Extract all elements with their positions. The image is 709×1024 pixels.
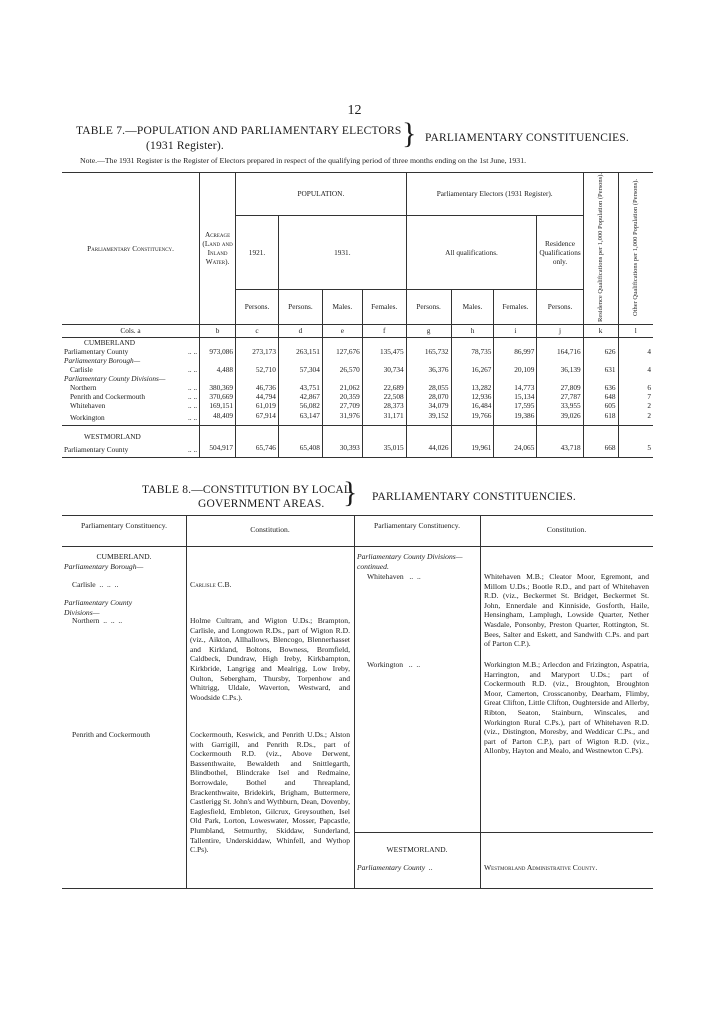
cell-value: 20,109 <box>494 365 537 374</box>
cell-value: 30,734 <box>362 365 406 374</box>
cell-value: 28,055 <box>406 383 451 392</box>
cell-value: 63,147 <box>278 410 322 426</box>
header-persons: Persons. <box>406 289 451 324</box>
cell-value: 31,171 <box>362 410 406 426</box>
cell-value: 636 <box>583 383 618 392</box>
cell-value: 6 <box>618 383 653 392</box>
cell-value: 30,393 <box>322 442 362 458</box>
cell-value: 16,484 <box>451 401 494 410</box>
cell-value: 973,086 <box>200 347 236 356</box>
col-letter: i <box>494 324 537 337</box>
cell-value: 48,409 <box>200 410 236 426</box>
cell-value: 135,475 <box>362 347 406 356</box>
constituency-workington: Workington .. .. <box>367 660 421 669</box>
col-letter: h <box>451 324 494 337</box>
cell-value: 165,732 <box>406 347 451 356</box>
cell-value: 2 <box>618 401 653 410</box>
header-electors: Parliamentary Electors (1931 Register). <box>406 173 583 216</box>
cell-value: 4 <box>618 365 653 374</box>
col-letter: d <box>278 324 322 337</box>
cell-value: 36,139 <box>537 365 583 374</box>
section-label: CUMBERLAND <box>84 337 136 347</box>
col-letter: f <box>362 324 406 337</box>
cell-value: 273,173 <box>236 347 279 356</box>
cell-value: 27,787 <box>537 392 583 401</box>
cell-value: 27,709 <box>322 401 362 410</box>
cell-value: 52,710 <box>236 365 279 374</box>
constituency-northern: Northern .. .. .. <box>72 616 123 625</box>
cell-value: 24,065 <box>494 442 537 458</box>
page-number: 12 <box>347 103 362 118</box>
header-residence: Residence Qualifications only. <box>537 215 583 289</box>
col-letter: b <box>200 324 236 337</box>
section-label: WESTMORLAND <box>84 432 141 442</box>
cell-value: 31,976 <box>322 410 362 426</box>
table8-header-constitution: Constitution. <box>250 525 290 534</box>
table8-header-constituency: Parliamentary Constituency. <box>81 521 167 530</box>
table7-side-title: PARLIAMENTARY CONSTITUENCIES. <box>425 132 630 144</box>
col-letter: c <box>236 324 279 337</box>
col-letter: l <box>618 324 653 337</box>
cell-value: 263,151 <box>278 347 322 356</box>
cell-value: 2 <box>618 410 653 426</box>
table7-note: Note.—The 1931 Register is the Register of Electors prepared in respect of the qualifying period of three months ending on the 1st June, 1931. <box>80 156 527 165</box>
cell-value: 4 <box>618 347 653 356</box>
constitution-carlisle: Carlisle C.B. <box>190 580 232 589</box>
col-letter: j <box>537 324 583 337</box>
cell-value: 65,408 <box>278 442 322 458</box>
constituency-carlisle: Carlisle .. .. .. <box>72 580 119 589</box>
cell-value: 61,019 <box>236 401 279 410</box>
header-1921: 1921. <box>236 215 279 289</box>
cell-value: 370,669 <box>200 392 236 401</box>
cell-value: 17,595 <box>494 401 537 410</box>
section-cumberland: CUMBERLAND. <box>96 552 152 561</box>
cell-value: 33,955 <box>537 401 583 410</box>
table8-header-constitution: Constitution. <box>546 525 587 534</box>
row-name: Whitehaven .. .. <box>70 400 198 410</box>
header-persons: Persons. <box>236 289 279 324</box>
constitution-westmorland: Westmorland Administrative County. <box>484 863 598 872</box>
cell-value: 626 <box>583 347 618 356</box>
cell-value: 668 <box>583 442 618 458</box>
cell-value: 13,282 <box>451 383 494 392</box>
cell-value: 19,766 <box>451 410 494 426</box>
col-letter: k <box>583 324 618 337</box>
section-borough: Parliamentary Borough— <box>64 562 144 571</box>
cell-value: 12,936 <box>451 392 494 401</box>
row-name: Parliamentary County .. .. <box>64 445 198 455</box>
cell-value: 43,751 <box>278 383 322 392</box>
table8 <box>62 515 653 889</box>
cell-value: 39,152 <box>406 410 451 426</box>
cell-value: 164,716 <box>537 347 583 356</box>
cell-value: 19,386 <box>494 410 537 426</box>
cell-value: 4,488 <box>200 365 236 374</box>
cell-value: 605 <box>583 401 618 410</box>
table7 <box>62 172 653 458</box>
brace-icon: } <box>402 117 417 150</box>
constituency-penrith-cockermouth: Penrith and Cockermouth <box>72 730 151 739</box>
header-persons: Persons. <box>537 289 583 324</box>
section-county-divisions: Parliamentary County Divisions— <box>64 598 133 617</box>
table8-header-constituency: Parliamentary Constituency. <box>374 521 460 530</box>
cell-value: 78,735 <box>451 347 494 356</box>
constitution-northern: Holme Cultram, and Wigton U.Ds.; Brampton, Carlisle, and Longtown R.Ds., part of Wigton R.D. (viz., Aikton, Allhallows, Blencogo, Blennerhasset and Kirkland, Boltons, Bowness, Bromfield, Caldbeck, Dundraw, High Ireby, Kirkbampton, Kirkbride, Langrigg and Mealrigg, Low Ireby, Oulton, Sebergham, Thursby, Torpenhow and Whitrigg, Uldale, Waverton, Westward, and Woodside C.Ps.). <box>190 616 350 702</box>
cell-value: 504,917 <box>200 442 236 458</box>
constitution-workington: Workington M.B.; Arlecdon and Frizington, Aspatria, Harrington, and Maryport U.Ds.; part of Cockermouth R.D. (viz., Broughton, Broughton Moor, Camerton, Crosscanonby, Dearham, Flimby, Great Clifton, Little Clifton, Oughterside and Allerby, Ribton, Seaton, Stainburn, Winscales, and Workington Rural C.Ps.), part of Whitehaven R.D. (viz., Distington, Moresby, and Weddicar C.Ps., and part of Parton C.P.), part of Wigton R.D. (viz., Allonby, Hayton and Mealo, and Westnewton C.Ps). <box>484 660 649 756</box>
header-males: Males. <box>451 289 494 324</box>
cell-value: 15,134 <box>494 392 537 401</box>
cell-value: 35,015 <box>362 442 406 458</box>
header-females: Females. <box>362 289 406 324</box>
cell-value: 36,376 <box>406 365 451 374</box>
cols-label: Cols. a <box>120 326 141 336</box>
cell-value: 39,026 <box>537 410 583 426</box>
cell-value: 44,794 <box>236 392 279 401</box>
constitution-penrith-cockermouth: Cockermouth, Keswick, and Penrith U.Ds.; Alston with Garrigill, and Penrith R.Ds., part of Cockermouth R.D. (viz., Above Derwent, Bassenthwaite, Bewaldeth and Snittlegarth, Blindbothel, Blindcrake Isel and Redmaine, Borrowdale, Bothel and Threapland, Brackenthwaite, Bridekirk, Brigham, Buttermere, Castlerigg St. John's and Wythburn, Dean, Dovenby, Eaglesfield, Embleton, Gilcrux, Greysouthen, Isel Old Park, Lorton, Loweswater, Mosser, Papcastle, Plumbland, Setmurthy, Skiddaw, Sunderland, Tallentire, Underskiddaw, Whinfell, and Wythop C.Ps). <box>190 730 350 855</box>
cell-value: 44,026 <box>406 442 451 458</box>
section-label: Parliamentary Borough— <box>64 355 141 365</box>
table7-title-line2: (1931 Register). <box>146 140 224 152</box>
cell-value: 648 <box>583 392 618 401</box>
header-residence-per-1000: Residence Qualifications per 1,000 Population (Persons). <box>583 173 618 325</box>
row-name: Workington .. .. <box>70 413 198 423</box>
constitution-whitehaven: Whitehaven M.B.; Cleator Moor, Egremont, and Millom U.Ds.; Bootle R.D., and part of Whitehaven R.D. (viz., Beckermet St. Bridget, Beckermet St. John, Ennerdale and Kinniside, Gosforth, Haile, Hensingham, Lamplugh, Lowside Quarter, Nether Wasdale, Ponsonby, Preston Quarter, Rottington, St. Bees, Salter and Eskett, and Sandwith C.Ps. and part of Parton C.P.). <box>484 572 649 649</box>
col-letter: g <box>406 324 451 337</box>
cell-value: 16,267 <box>451 365 494 374</box>
header-1931: 1931. <box>278 215 406 289</box>
constituency-whitehaven: Whitehaven .. .. <box>367 572 421 581</box>
cell-value: 42,867 <box>278 392 322 401</box>
header-females: Females. <box>494 289 537 324</box>
table7-title-line1: TABLE 7.—POPULATION AND PARLIAMENTARY ELECTORS <box>76 125 402 137</box>
cell-value: 57,304 <box>278 365 322 374</box>
header-constituency: Parliamentary Constituency. <box>62 173 200 325</box>
cell-value: 86,997 <box>494 347 537 356</box>
cell-value: 22,689 <box>362 383 406 392</box>
cell-value: 631 <box>583 365 618 374</box>
header-acreage: Acreage (Land and Inland Water). <box>200 173 236 325</box>
cell-value: 380,369 <box>200 383 236 392</box>
cell-value: 618 <box>583 410 618 426</box>
col-letter: e <box>322 324 362 337</box>
cell-value: 21,062 <box>322 383 362 392</box>
cell-value: 127,676 <box>322 347 362 356</box>
table8-side-title: PARLIAMENTARY CONSTITUENCIES. <box>372 491 577 503</box>
cell-value: 43,718 <box>537 442 583 458</box>
cell-value: 65,746 <box>236 442 279 458</box>
table8-title-line1: TABLE 8.—CONSTITUTION BY LOCAL <box>142 484 352 496</box>
header-all-qualifications: All qualifications. <box>406 215 537 289</box>
header-population: POPULATION. <box>236 173 407 216</box>
cell-value: 14,773 <box>494 383 537 392</box>
cell-value: 67,914 <box>236 410 279 426</box>
section-label: Parliamentary County Divisions— <box>64 373 166 383</box>
cell-value: 26,570 <box>322 365 362 374</box>
cell-value: 28,070 <box>406 392 451 401</box>
row-name: Carlisle .. .. <box>70 364 198 374</box>
cell-value: 27,809 <box>537 383 583 392</box>
header-males: Males. <box>322 289 362 324</box>
cell-value: 22,508 <box>362 392 406 401</box>
cell-value: 19,961 <box>451 442 494 458</box>
cell-value: 28,373 <box>362 401 406 410</box>
cell-value: 20,359 <box>322 392 362 401</box>
table8-title-line2: GOVERNMENT AREAS. <box>198 498 325 510</box>
cell-value: 56,082 <box>278 401 322 410</box>
cell-value: 46,736 <box>236 383 279 392</box>
section-county-divisions-continued: Parliamentary County Divisions—continued. <box>357 552 463 571</box>
header-other-per-1000: Other Qualifications per 1,000 Population (Persons). <box>618 173 653 325</box>
cell-value: 5 <box>618 442 653 458</box>
cell-value: 34,079 <box>406 401 451 410</box>
cell-value: 169,151 <box>200 401 236 410</box>
header-persons: Persons. <box>278 289 322 324</box>
constituency-westmorland-county: Parliamentary County .. <box>357 863 433 872</box>
row-name: Penrith and Cockermouth .. .. <box>70 391 198 401</box>
brace-icon: } <box>343 476 358 509</box>
cell-value: 7 <box>618 392 653 401</box>
row-name: Northern .. .. <box>70 382 198 392</box>
section-westmorland: WESTMORLAND. <box>386 845 448 854</box>
row-name: Parliamentary County .. .. <box>64 346 198 356</box>
